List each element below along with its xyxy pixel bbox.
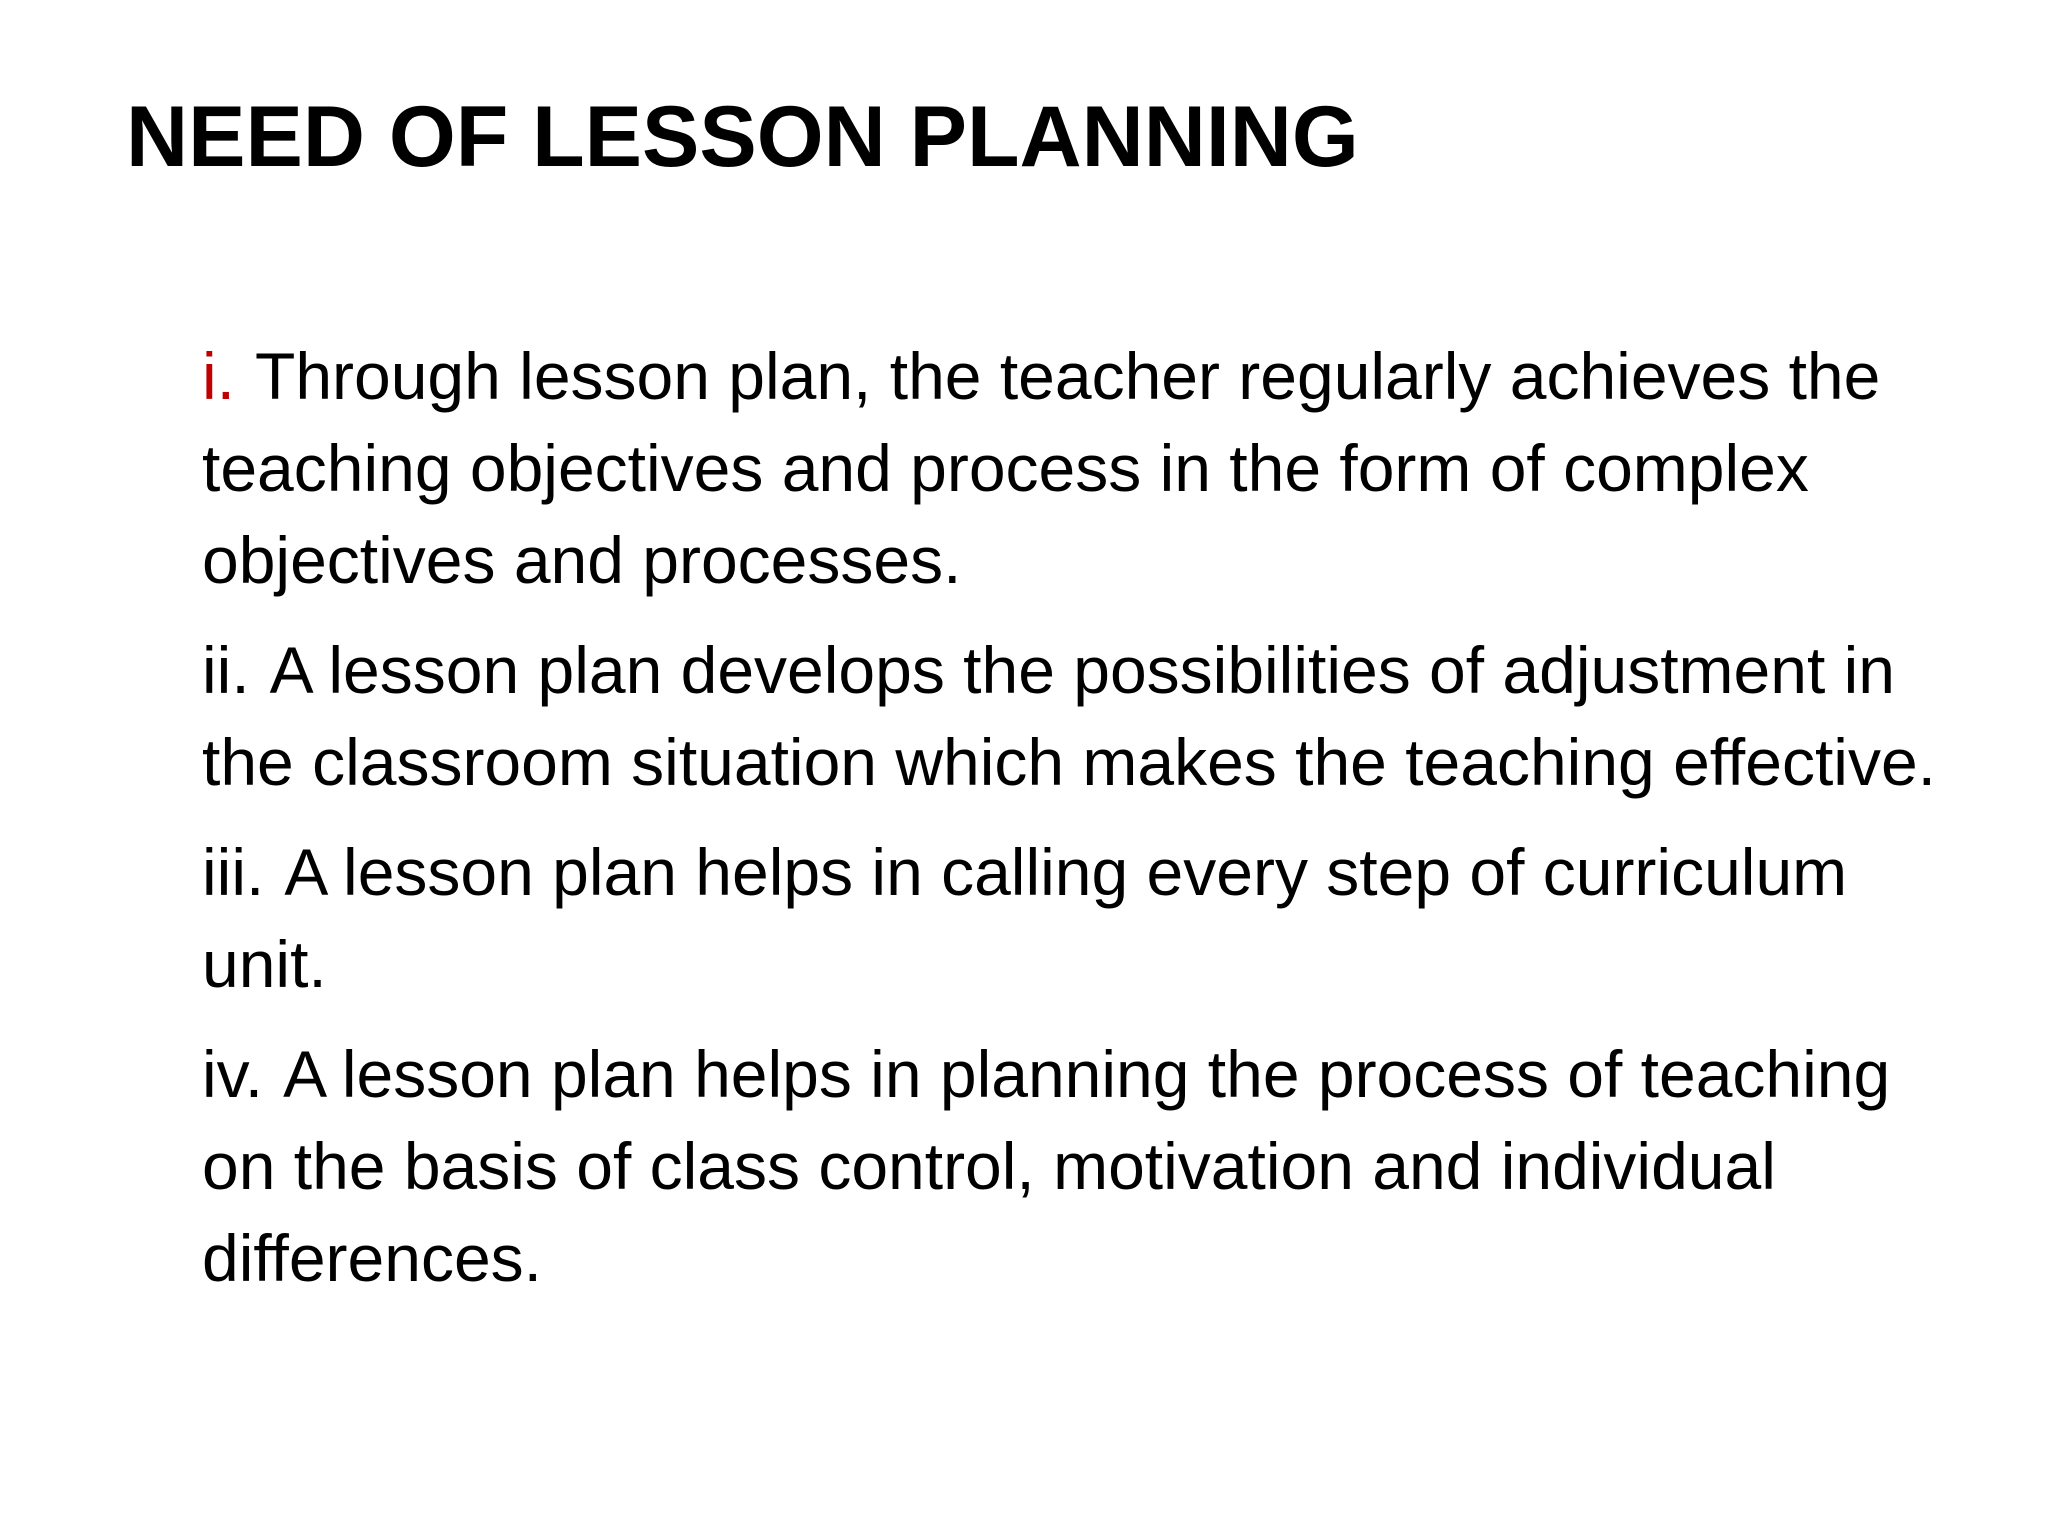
point-list (202, 330, 1962, 1322)
point-marker: ii. (202, 633, 250, 707)
list-item (202, 826, 1962, 1010)
point-text: A lesson plan helps in planning the process of teaching on the basis of class control, motivation and individual differences. (202, 1037, 1891, 1295)
point-text: A lesson plan develops the possibilities of adjustment in the classroom situation which makes the teaching effective. (202, 633, 1937, 799)
list-item (202, 624, 1962, 808)
list-item (202, 1028, 1962, 1304)
point-text: Through lesson plan, the teacher regularly achieves the teaching objectives and process in the form of complex objectives and processes. (202, 339, 1881, 597)
point-marker: iv. (202, 1037, 264, 1111)
slide-title: NEED OF LESSON PLANNING (126, 89, 1359, 185)
list-item (202, 330, 1962, 606)
point-marker: i. (202, 339, 235, 413)
point-text: A lesson plan helps in calling every step of curriculum unit. (202, 835, 1848, 1001)
point-marker: iii. (202, 835, 265, 909)
